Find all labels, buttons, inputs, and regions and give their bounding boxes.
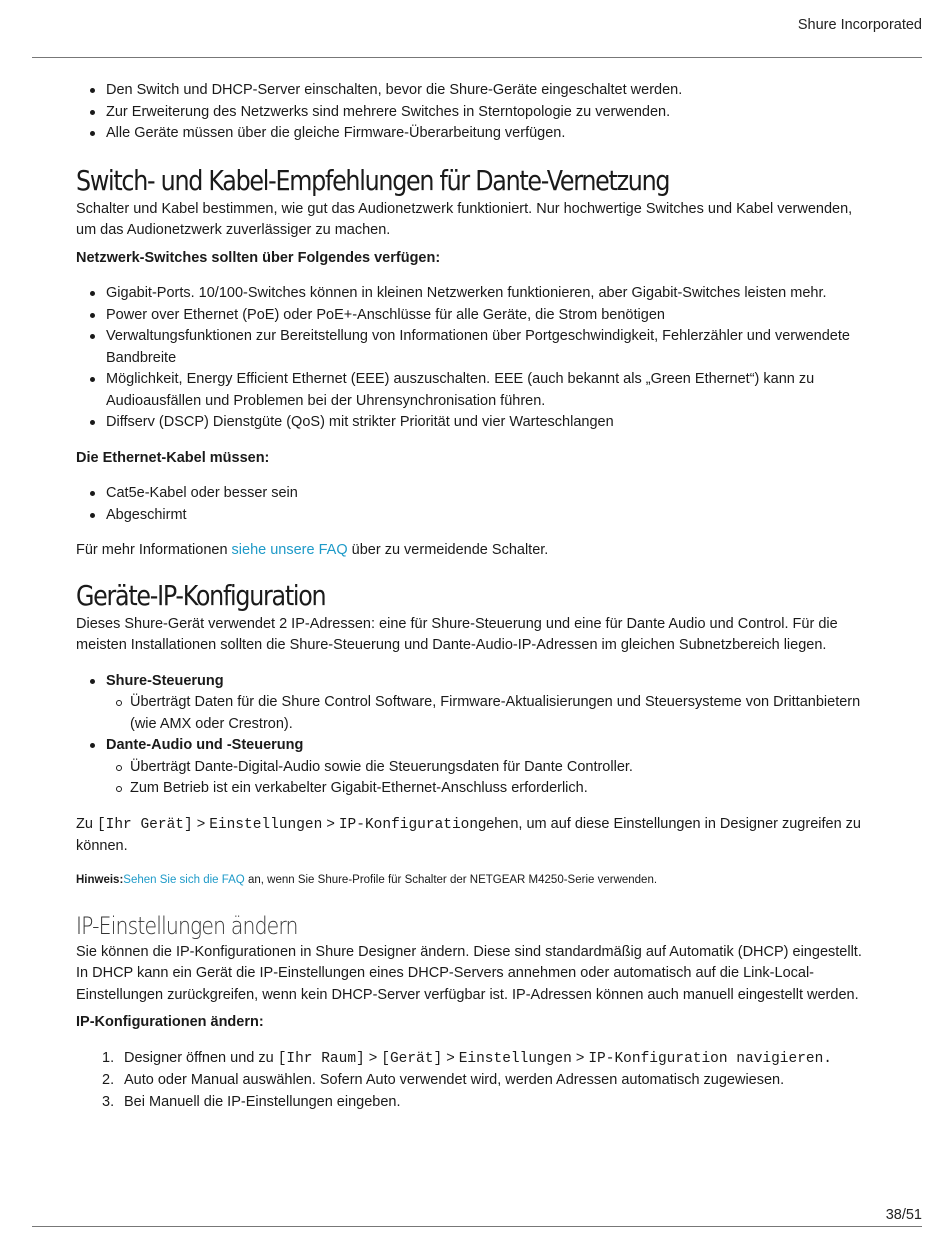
- change-intro: Sie können die IP-Konfigurationen in Shure Designer ändern. Diese sind standardmäßig auf Automatik (DHCP) eingestellt. In DHCP kann ein Gerät die IP-Einstellungen eines DHCP-Servers annehmen oder automatisch auf die Link-Local-Einstellungen zurückgreifen, wenn kein DHCP-Server verfügbar ist. IP-Adressen können auch manuell eingestellt werden.: [76, 943, 862, 1003]
- note-paragraph: [76, 872, 876, 888]
- footer-rule: [32, 1226, 922, 1227]
- sub-list: [106, 757, 876, 800]
- page-number: 38/51: [885, 1207, 922, 1223]
- step-item: [124, 1048, 876, 1071]
- section-title-switch: Switch- und Kabel-Empfehlungen für Dante-Vernetzung: [76, 163, 670, 197]
- list-item-label: Dante-Audio und -Steuerung: [106, 737, 304, 753]
- step-separator: >: [571, 1049, 589, 1066]
- list-item: Cat5e-Kabel oder besser sein: [106, 483, 876, 505]
- step-prefix: Designer öffnen und zu: [124, 1049, 278, 1066]
- nav-suffix: gehen, um auf diese Einstellungen in Designer zugreifen zu können.: [76, 815, 861, 854]
- nav-path-settings: Einstellungen: [209, 816, 323, 833]
- list-item: Verwaltungsfunktionen zur Bereitstellung von Informationen über Portgeschwindigkeit, Fehlerzähler und verwendete Bandbreite: [106, 326, 876, 369]
- step-path-settings: Einstellungen: [458, 1050, 572, 1067]
- header-company: Shure Incorporated: [797, 17, 922, 33]
- list-item: Gigabit-Ports. 10/100-Switches können in kleinen Netzwerken funktionieren, aber Gigabit-Switches leisten mehr.: [106, 283, 876, 305]
- nav-prefix: Zu: [76, 815, 97, 832]
- note-label: Hinweis:: [76, 873, 124, 886]
- step-separator: >: [364, 1049, 382, 1066]
- sub-list-item: Überträgt Daten für die Shure Control Software, Firmware-Aktualisierungen und Steuersysteme von Drittanbietern (wie AMX oder Crestron).: [130, 692, 876, 735]
- list-item-label: Shure-Steuerung: [106, 672, 224, 689]
- step-suffix: navigieren.: [727, 1050, 833, 1067]
- cables-heading: Die Ethernet-Kabel müssen:: [76, 449, 270, 466]
- list-item: Diffserv (DSCP) Dienstgüte (QoS) mit strikter Priorität und vier Warteschlangen: [106, 412, 876, 434]
- nav-path-device: [Ihr Gerät]: [96, 816, 193, 833]
- sub-list: [106, 692, 876, 735]
- header-rule: [32, 57, 922, 58]
- note-faq-link[interactable]: Sehen Sie sich die FAQ: [123, 873, 245, 886]
- navigation-paragraph: [76, 814, 876, 858]
- ip-address-list: [76, 671, 876, 800]
- list-item: [106, 671, 876, 736]
- faq-text-before: Für mehr Informationen: [76, 542, 232, 558]
- switches-heading: Netzwerk-Switches sollten über Folgendes verfügen:: [76, 249, 441, 266]
- list-item: Power over Ethernet (PoE) oder PoE+-Anschlüsse für alle Geräte, die Strom benötigen: [106, 305, 876, 327]
- step-item: Bei Manuell die IP-Einstellungen eingeben.: [124, 1093, 401, 1110]
- switch-intro: Schalter und Kabel bestimmen, wie gut das Audionetzwerk funktioniert. Nur hochwertige Switches und Kabel verwenden, um das Audionetzwerk zuverlässiger zu machen.: [76, 200, 853, 238]
- list-item: [106, 735, 876, 800]
- sub-list-item: Zum Betrieb ist ein verkabelter Gigabit-Ethernet-Anschluss erforderlich.: [130, 778, 876, 800]
- note-text: an, wenn Sie Shure-Profile für Schalter der NETGEAR M4250-Serie verwenden.: [244, 873, 658, 886]
- nav-separator: >: [322, 815, 339, 832]
- step-path-ip-config: IP-Konfiguration: [588, 1050, 728, 1067]
- step-path-room: [Ihr Raum]: [277, 1050, 365, 1067]
- nav-path-ip-config: IP-Konfiguration: [338, 816, 479, 833]
- switch-requirements-list: [76, 283, 876, 434]
- list-item: Alle Geräte müssen über die gleiche Firmware-Überarbeitung verfügen.: [106, 123, 876, 145]
- section-title-ip: Geräte-IP-Konfiguration: [76, 578, 326, 612]
- list-item: Abgeschirmt: [106, 505, 876, 527]
- faq-text-after: über zu vermeidende Schalter.: [347, 542, 549, 558]
- sub-list-item: Überträgt Dante-Digital-Audio sowie die Steuerungsdaten für Dante Controller.: [130, 757, 876, 779]
- nav-separator: >: [192, 815, 210, 832]
- steps-list: [76, 1048, 876, 1114]
- step-item: Auto oder Manual auswählen. Sofern Auto verwendet wird, werden Adressen automatisch zugewiesen.: [124, 1072, 785, 1088]
- cable-requirements-list: [76, 483, 876, 526]
- faq-paragraph: [76, 540, 876, 562]
- page-content: [76, 80, 876, 1113]
- list-item: Den Switch und DHCP-Server einschalten, bevor die Shure-Geräte eingeschaltet werden.: [106, 80, 876, 102]
- steps-heading: IP-Konfigurationen ändern:: [76, 1014, 264, 1030]
- step-separator: >: [442, 1049, 459, 1066]
- list-item: Möglichkeit, Energy Efficient Ethernet (EEE) auszuschalten. EEE (auch bekannt als „Green Ethernet“) kann zu Audioausfällen und Problemen bei der Uhrensynchronisation führen.: [106, 369, 876, 412]
- intro-bullet-list: [76, 80, 876, 145]
- list-item: Zur Erweiterung des Netzwerks sind mehrere Switches in Sterntopologie zu verwenden.: [106, 102, 876, 124]
- step-path-device: [Gerät]: [381, 1050, 443, 1067]
- faq-link[interactable]: siehe unsere FAQ: [231, 542, 348, 558]
- section-title-change-ip: IP-Einstellungen ändern: [76, 911, 298, 940]
- ip-intro: Dieses Shure-Gerät verwendet 2 IP-Adressen: eine für Shure-Steuerung und eine für Dante Audio und Control. Für die meisten Installationen sollten die Shure-Steuerung und Dante-Audio-IP-Adressen im gleichen Subnetzbereich liegen.: [76, 615, 838, 653]
